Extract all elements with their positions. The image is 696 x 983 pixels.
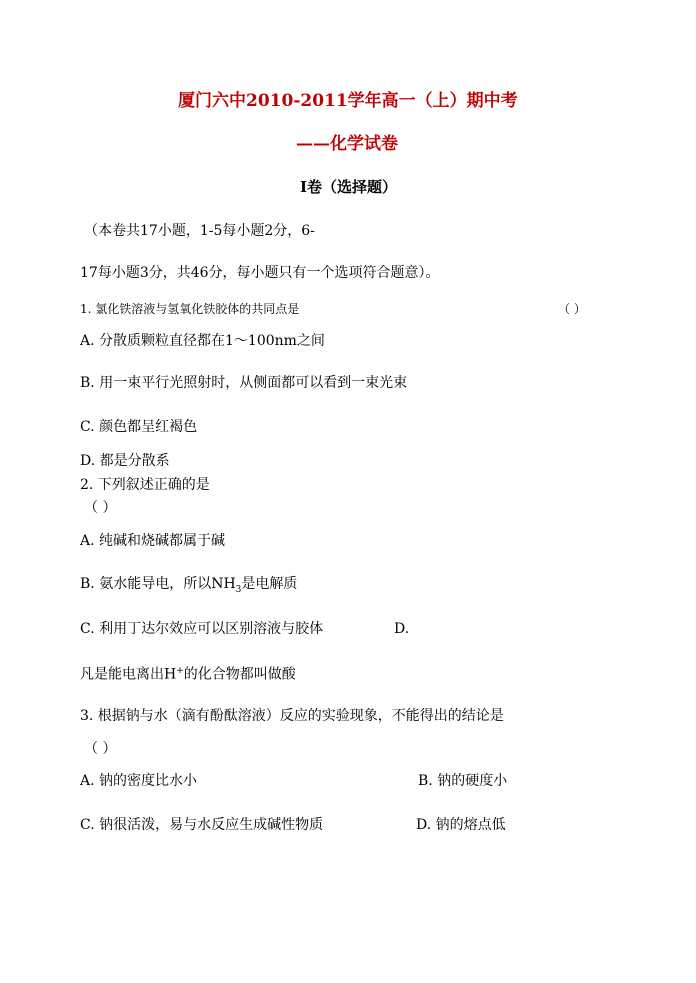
question-2-option-b (80, 575, 297, 599)
section-heading: Ⅰ卷（选择题） (300, 178, 398, 196)
question-2-option-d-label: D. (394, 621, 410, 637)
question-2-answer-blank: （ ） (84, 500, 117, 516)
question-2-option-d-suffix: 的化合物都叫做酸 (183, 666, 296, 683)
question-2-option-b-text: B. 氨水能导电，所以NH (80, 576, 236, 592)
question-3-option-d: D. 钠的熔点低 (416, 817, 506, 833)
question-3-answer-blank: （ ） (84, 741, 117, 757)
exam-subtitle: ——化学试卷 (296, 134, 398, 154)
question-2-option-b-suffix: 是电解质 (241, 576, 298, 592)
h-plus-superscript: + (176, 666, 184, 676)
exam-title: 厦门六中2010-2011学年高一（上）期中考 (178, 91, 518, 111)
nh3-subscript: 3 (235, 584, 242, 595)
question-1-answer-blank: （ ） (558, 302, 586, 316)
question-2-option-a: A. 纯碱和烧碱都属于碱 (80, 533, 226, 549)
question-2-option-d (80, 662, 296, 684)
question-2-option-c: C. 利用丁达尔效应可以区别溶液与胶体 (80, 621, 324, 637)
question-1-stem: 1. 氯化铁溶液与氢氧化铁胶体的共同点是 (80, 302, 300, 316)
instructions-line-1: （本卷共17小题，1-5每小题2分，6- (84, 223, 315, 239)
instructions-line-2: 17每小题3分，共46分，每小题只有一个选项符合题意）。 (80, 265, 440, 281)
question-2-option-d-text: 凡是能电离出H (80, 666, 177, 683)
question-2-stem: 2. 下列叙述正确的是 (80, 477, 210, 493)
question-3-option-a: A. 钠的密度比水小 (80, 773, 198, 789)
question-3-option-b: B. 钠的硬度小 (418, 773, 508, 789)
question-3-stem: 3. 根据钠与水（滴有酚酞溶液）反应的实验现象，不能得出的结论是 (80, 708, 504, 724)
question-1-option-d: D. 都是分散系 (80, 453, 170, 469)
question-1-option-c: C. 颜色都呈红褐色 (80, 419, 198, 435)
question-3-option-c: C. 钠很活泼，易与水反应生成碱性物质 (80, 817, 324, 833)
question-1-option-b: B. 用一束平行光照射时，从侧面都可以看到一束光束 (80, 375, 408, 391)
question-1-option-a: A. 分散质颗粒直径都在1～100nm之间 (80, 333, 325, 349)
